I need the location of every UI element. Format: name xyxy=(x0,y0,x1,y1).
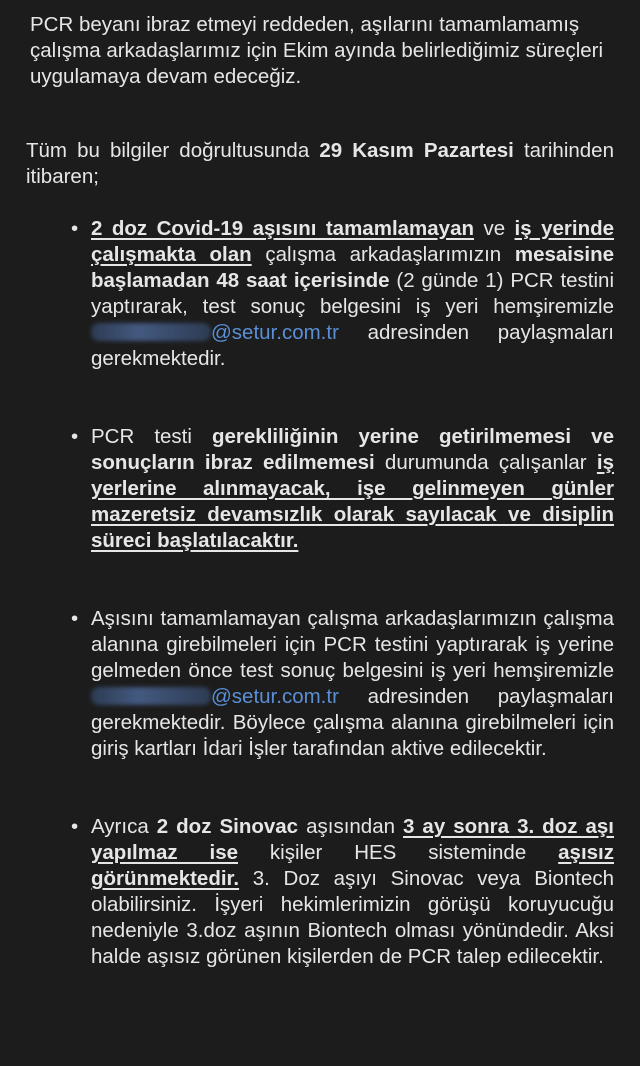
rules-list xyxy=(26,216,614,970)
intro-paragraph: PCR beyanı ibraz etmeyi reddeden, aşılarını tamamlamamış çalışma arkadaşlarımız için Ekim ayında belirlediğimiz süreçleri uygulamaya devam edeceğiz. xyxy=(30,13,604,88)
b4-text: 3. Doz aşıyı Sinovac veya Biontech olabilirsiniz. İşyeri hekimlerimizin görüşü koruyucuğu nedeniyle 3.doz aşının Biontech olması yönündedir. Aksi halde aşısız görünen kişilerden de PCR talep edilecektir. xyxy=(91,867,614,968)
bullet-icon: • xyxy=(71,607,79,630)
b4-text: 3 ay sonra 3. doz aşı yapılmaz ise xyxy=(91,815,614,864)
bullet-icon: • xyxy=(71,217,79,240)
b2-text: durumunda çalışanlar xyxy=(374,451,597,474)
b1-text: iş yerinde çalışmakta olan xyxy=(91,217,615,266)
b1-text: ve xyxy=(474,217,515,240)
b3-text: adresinden paylaşmaları gerekmektedir. Böylece çalışma alanına girebilmeleri için giriş kartları İdari İşler tarafından aktive edilecektir. xyxy=(91,685,614,760)
lead-date: 29 Kasım Pazartesi xyxy=(319,139,514,162)
redacted-email-user xyxy=(91,323,211,341)
b2-text: PCR testi xyxy=(91,425,212,448)
list-item xyxy=(26,606,614,762)
b4-text: Ayrıca xyxy=(91,815,157,838)
lead-prefix: Tüm bu bilgiler doğrultusunda xyxy=(26,139,320,162)
list-item xyxy=(26,216,614,372)
redacted-email-user xyxy=(91,687,211,705)
email-link[interactable]: @setur.com.tr xyxy=(211,685,339,708)
b1-text: 2 doz Covid-19 aşısını tamamlamayan xyxy=(91,217,474,240)
lead-paragraph xyxy=(26,138,614,190)
list-item xyxy=(26,424,614,554)
bullet-icon: • xyxy=(71,425,79,448)
b4-text: kişiler HES sisteminde xyxy=(238,841,559,864)
b1-text: çalışma arkadaşlarımızın xyxy=(251,243,515,266)
b1-text: adresinden paylaşmaları gerekmektedir. xyxy=(91,321,614,370)
email-link[interactable]: @setur.com.tr xyxy=(211,321,339,344)
b1-text: (2 günde 1) PCR testini yaptırarak, test sonuç belgesini iş yeri hemşiremizle xyxy=(91,269,614,318)
bullet-icon: • xyxy=(71,815,79,838)
b1-text: mesaisine başlamadan 48 saat içerisinde xyxy=(91,243,614,292)
b4-text: aşısız görünmektedir. xyxy=(91,841,614,890)
b2-text: iş yerlerine alınmayacak, işe gelinmeyen günler mazeretsiz devamsızlık olarak sayılacak ve disiplin süreci başlatılacaktır. xyxy=(91,451,614,552)
b2-text: gerekliliğinin yerine getirilmemesi ve sonuçların ibraz edilmemesi xyxy=(91,425,614,474)
lead-suffix: tarihinden itibaren; xyxy=(26,139,614,188)
b4-text: 2 doz Sinovac xyxy=(156,815,299,838)
b3-text: Aşısını tamamlamayan çalışma arkadaşlarımızın çalışma alanına girebilmeleri için PCR testini yaptırarak iş yerine gelmeden önce test sonuç belgesini iş yeri hemşiremizle xyxy=(91,607,614,682)
list-item xyxy=(26,814,614,970)
b4-text: aşısından xyxy=(298,815,404,838)
